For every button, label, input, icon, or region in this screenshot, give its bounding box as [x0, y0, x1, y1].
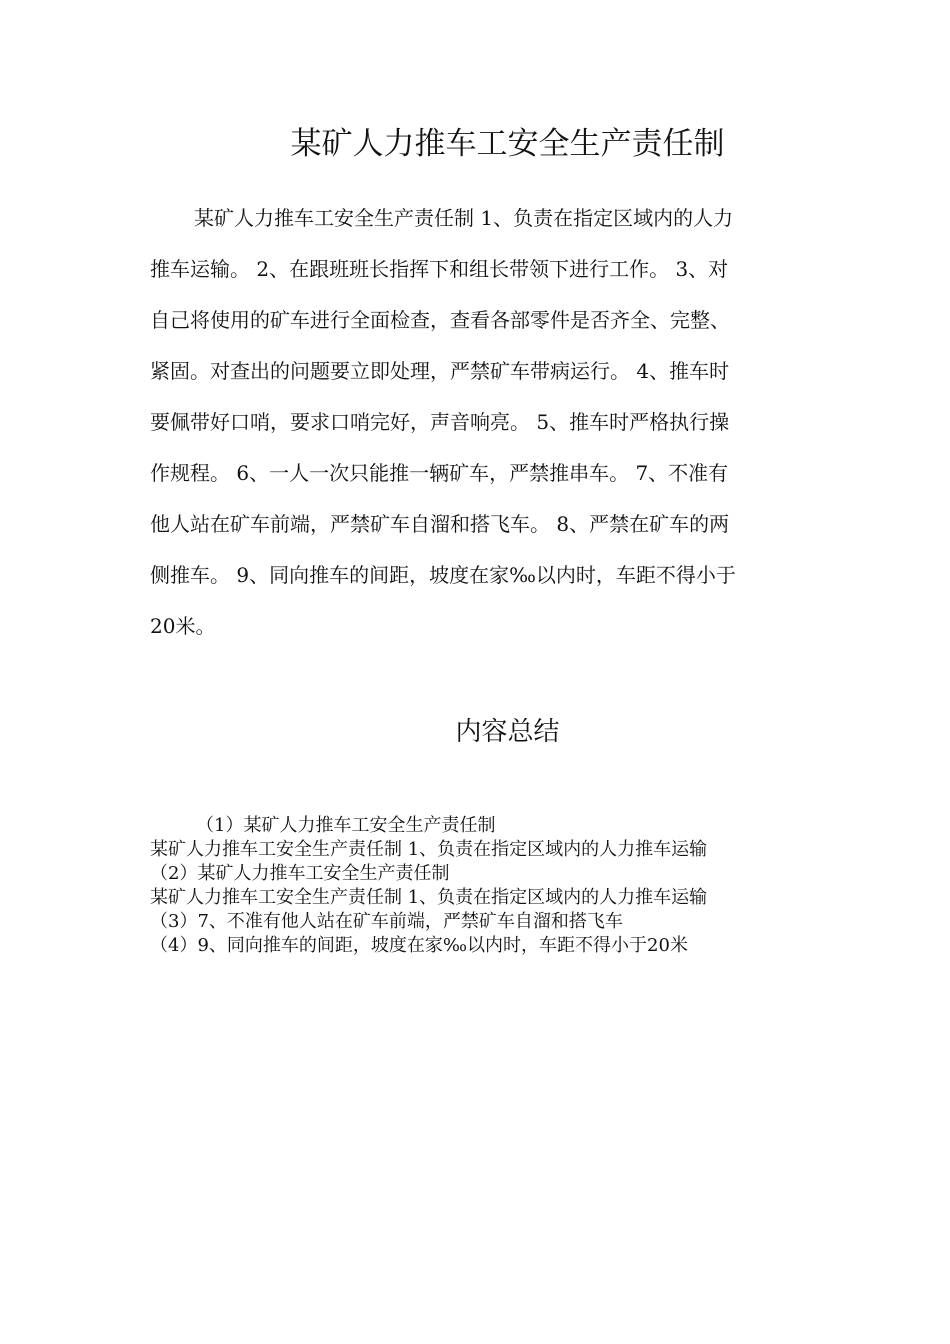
document-title: 某矿人力推车工安全生产责任制	[290, 126, 725, 162]
summary-item: 某矿人力推车工安全生产责任制 1、负责在指定区域内的人力推车运输	[150, 887, 708, 908]
summary-item: （2）某矿人力推车工安全生产责任制	[150, 863, 450, 884]
body-line-8: 侧推车。 9、同向推车的间距，坡度在家‰以内时，车距不得小于	[150, 563, 736, 587]
summary-item: （1）某矿人力推车工安全生产责任制	[196, 815, 496, 836]
body-line-6: 作规程。 6、一人一次只能推一辆矿车，严禁推串车。 7、不准有	[150, 461, 729, 485]
body-line-4: 紧固。对查出的问题要立即处理，严禁矿车带病运行。 4、推车时	[150, 359, 730, 383]
body-line-7: 他人站在矿车前端，严禁矿车自溜和搭飞车。 8、严禁在矿车的两	[150, 512, 730, 536]
body-line-3: 自己将使用的矿车进行全面检查，查看各部零件是否齐全、完整、	[150, 308, 730, 332]
summary-item: 某矿人力推车工安全生产责任制 1、负责在指定区域内的人力推车运输	[150, 839, 708, 860]
summary-list	[150, 814, 810, 958]
body-line-2: 推车运输。 2、在跟班班长指挥下和组长带领下进行工作。 3、对	[150, 257, 729, 281]
body-line-5: 要佩带好口哨，要求口哨完好，声音响亮。 5、推车时严格执行操	[150, 410, 730, 434]
body-line-9: 20米。	[150, 614, 216, 638]
summary-heading: 内容总结	[455, 717, 560, 747]
summary-item: （4）9、同向推车的间距，坡度在家‰以内时，车距不得小于20米	[150, 935, 688, 956]
summary-item: （3）7、不准有他人站在矿车前端，严禁矿车自溜和搭飞车	[150, 911, 623, 932]
document-body	[150, 193, 800, 652]
body-line-1: 某矿人力推车工安全生产责任制 1、负责在指定区域内的人力	[194, 206, 734, 230]
